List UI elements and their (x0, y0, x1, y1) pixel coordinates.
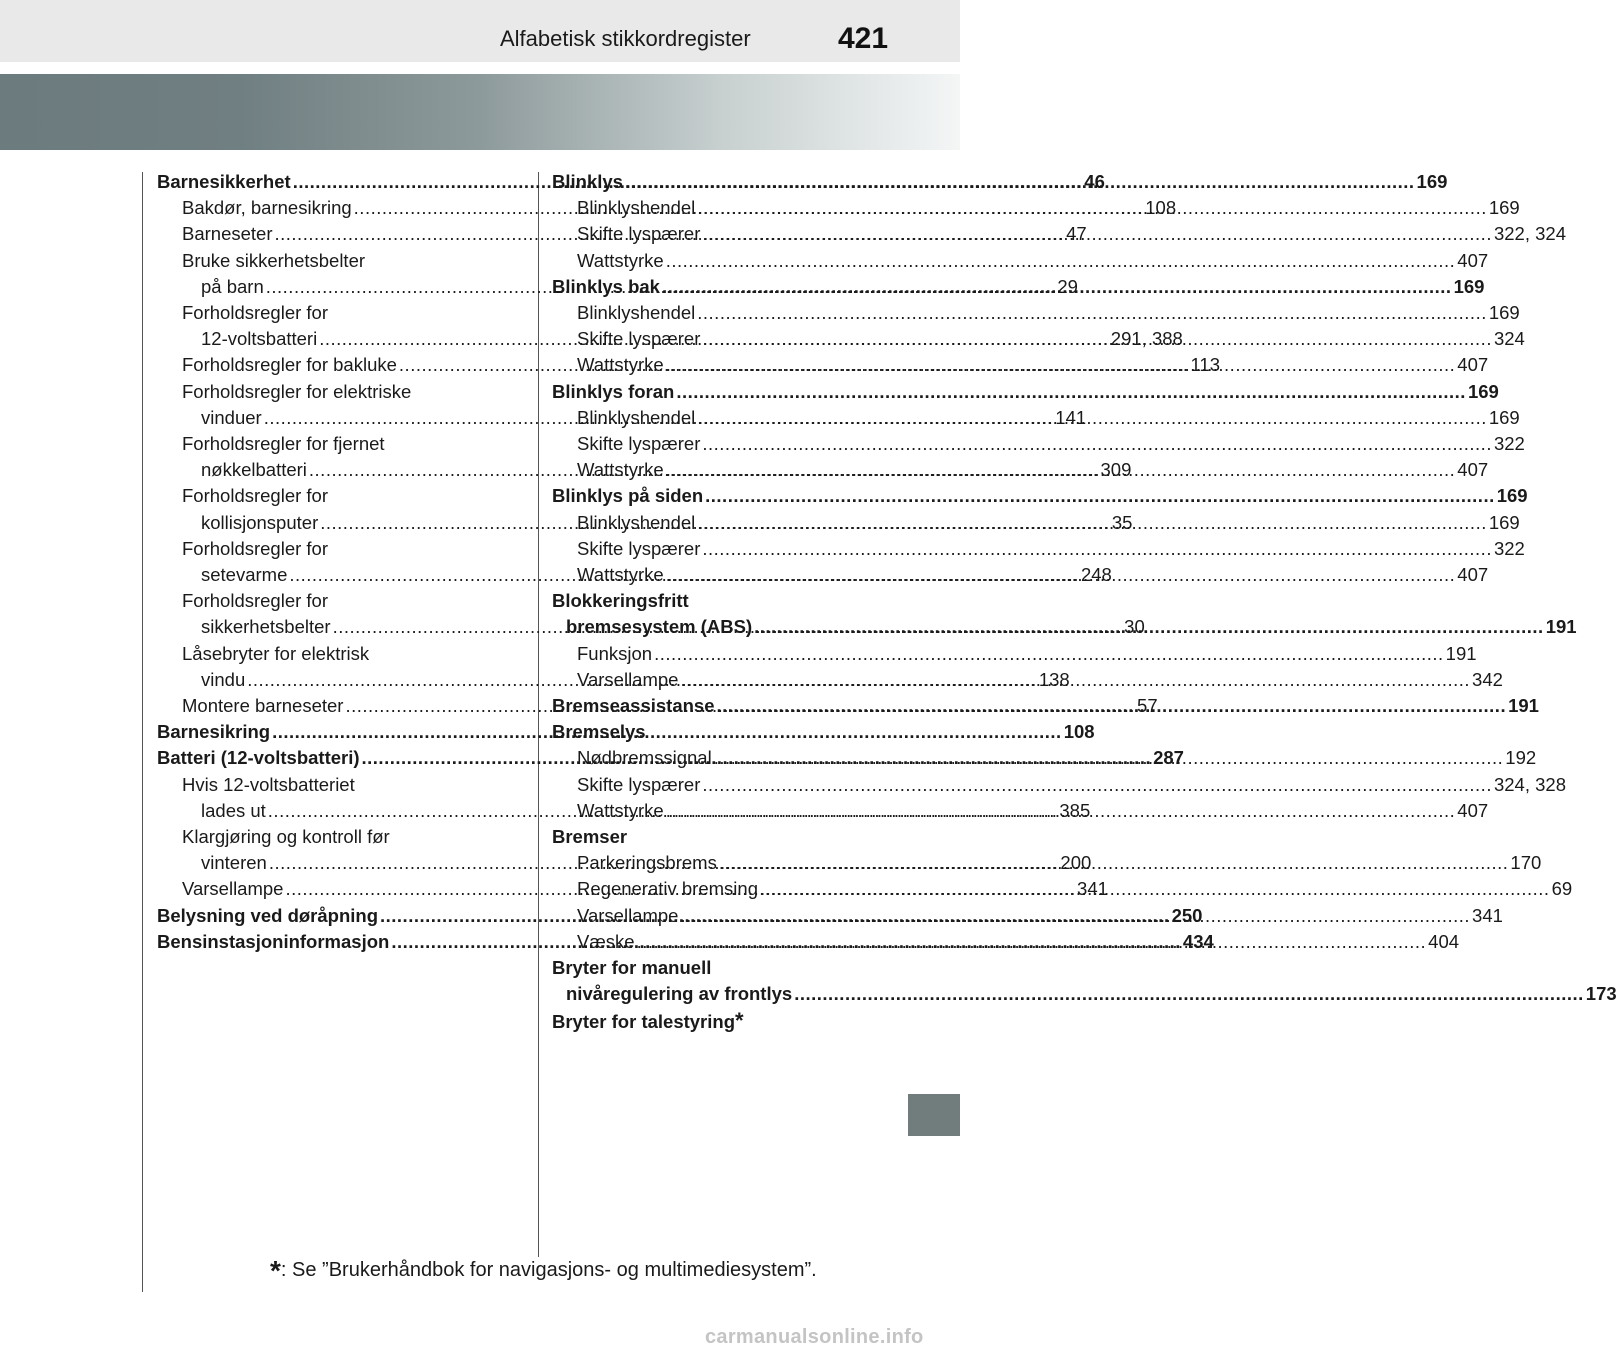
index-entry-page: 46 (1084, 171, 1105, 192)
index-entry-text: Bryter for talestyring (552, 1010, 735, 1032)
index-entry-page: 138 (1038, 668, 1070, 690)
index-entry-text: Barnesikkerhet (157, 171, 291, 192)
index-entry-text: Blinklyshendel (577, 406, 696, 428)
dot-leader (680, 903, 1470, 929)
dot-leader (702, 431, 1492, 457)
page-number: 421 (838, 22, 889, 55)
dot-leader (794, 981, 1584, 1007)
index-entry-page: 322, 324 (1493, 223, 1566, 245)
dot-leader (697, 405, 1487, 431)
index-entry-text: nivåregulering av frontlys (566, 983, 793, 1005)
index-entry (552, 588, 862, 614)
index-entry-text: Forholdsregler for bakluke (182, 354, 397, 376)
index-entry-page: 169 (1488, 511, 1520, 533)
page-header-title: Alfabetisk stikkordregister (500, 26, 751, 51)
dot-leader (754, 614, 1544, 640)
index-entry-text: setevarme (201, 564, 288, 586)
index-entry-text: Bruke sikkerhetsbelter (182, 249, 366, 271)
index-entry-text: Skifte lyspærer (577, 328, 701, 350)
index-entry-text: Blinklys bak (552, 275, 660, 297)
index-entry-text: bremsesystem (ABS) (566, 616, 753, 638)
index-entry (552, 248, 1489, 274)
index-entry-page: 191 (1445, 642, 1477, 664)
index-entry-text: Forholdsregler for (182, 590, 329, 612)
dot-leader (662, 274, 1452, 300)
index-entry-text: lades ut (201, 799, 266, 821)
index-entry-page: 169 (1488, 406, 1520, 428)
index-entry-text: sikkerhetsbelter (201, 616, 331, 638)
index-entry-page: 404 (1428, 930, 1460, 952)
index-entry-page: 407 (1457, 249, 1489, 271)
index-entry (552, 719, 862, 745)
index-entry-text: vinteren (201, 852, 267, 874)
index-entry-text: vinduer (201, 406, 262, 428)
dot-leader (702, 221, 1492, 247)
section-thumb-tab (908, 1094, 960, 1136)
index-entry (157, 248, 467, 274)
index-entry-text: Bryter for manuell (552, 957, 712, 979)
index-entry-page: 30 (1124, 616, 1145, 638)
index-entry-text: Varsellampe (182, 878, 284, 900)
index-entry (157, 588, 467, 614)
index-entry-text: Wattstyrke (577, 564, 664, 586)
index-entry-text: Blinklys på siden (552, 485, 704, 507)
index-entry-text: Blinklys foran (552, 380, 675, 402)
index-entry-text: Regenerativ bremsing (577, 878, 758, 900)
index-entry (157, 824, 467, 850)
index-entry-page: 407 (1457, 564, 1489, 586)
dot-leader (702, 326, 1492, 352)
index-entry-text: Forholdsregler for elektriske (182, 380, 412, 402)
index-entry-page: 192 (1505, 747, 1537, 769)
index-entry-text: Batteri (12-voltsbatteri) (157, 747, 360, 769)
footnote-star-marker: * (735, 1007, 744, 1033)
index-entry-text: Wattstyrke (577, 249, 664, 271)
index-entry-text: Bremseassistanse (552, 695, 715, 717)
index-entry-page: 434 (1182, 930, 1214, 952)
index-entry-text: Låsebryter for elektrisk (182, 642, 370, 664)
index-entry (552, 379, 1499, 405)
footnote (270, 1255, 817, 1287)
index-entry-page: 341 (1077, 878, 1108, 900)
index-entry-text: Blinklyshendel (577, 511, 696, 533)
index-entry-page: 191 (1545, 616, 1577, 638)
index-entry-text: Klargjøring og kontroll før (182, 826, 390, 848)
header-band (0, 0, 960, 62)
index-entry-page: 169 (1488, 302, 1520, 324)
index-entry-text: Barneseter (182, 223, 273, 245)
index-entry-text: Forholdsregler for (182, 302, 329, 324)
index-entry-text: vindu (201, 668, 246, 690)
dot-leader (666, 457, 1456, 483)
index-entry (552, 772, 1566, 798)
index-entry-page: 35 (1111, 511, 1133, 533)
dot-leader (680, 667, 1470, 693)
index-entry-text: Hvis 12-voltsbatteriet (182, 773, 355, 795)
index-entry-text: Wattstyrke (577, 799, 664, 821)
index-entry (552, 824, 862, 850)
index-entry (552, 300, 1520, 326)
decorative-gradient-bar (0, 74, 960, 150)
index-entry-page: 385 (1059, 799, 1091, 821)
index-entry-page: 169 (1467, 380, 1499, 402)
index-entry-text: Bremser (552, 826, 628, 848)
index-entry-text: Væske (577, 930, 635, 952)
index-entry-page: 191 (1508, 695, 1539, 717)
index-entry-page: 341 (1472, 904, 1503, 926)
index-entry-page: 291, 388 (1110, 328, 1183, 350)
index-entry-text: Varsellampe (577, 668, 679, 690)
index-entry-page: 108 (1145, 197, 1177, 219)
index-entry-page: 113 (1190, 354, 1221, 376)
index-entry-page: 69 (1551, 878, 1573, 900)
index-entry-page: 169 (1416, 171, 1448, 192)
index-entry-text: Skifte lyspærer (577, 433, 701, 455)
index-entry-text: Skifte lyspærer (577, 537, 701, 559)
dot-leader (702, 536, 1492, 562)
index-entry (552, 483, 1528, 509)
index-entry-text: Blokkeringsfritt (552, 590, 689, 612)
index-entry-page: 324, 328 (1493, 773, 1566, 795)
dot-leader (666, 352, 1456, 378)
dot-leader (697, 510, 1487, 536)
dot-leader (637, 929, 1427, 955)
dot-leader (697, 300, 1487, 326)
index-entry-page: 169 (1488, 197, 1520, 219)
index-entry-text: Blinklyshendel (577, 197, 696, 219)
index-entry-page: 169 (1453, 275, 1485, 297)
index-entry-text: Forholdsregler for (182, 485, 329, 507)
index-entry (157, 483, 467, 509)
index-entry-page: 322 (1493, 537, 1525, 559)
dot-leader (702, 772, 1492, 798)
index-entry-text: Wattstyrke (577, 459, 664, 481)
index-entry-text: Skifte lyspærer (577, 773, 701, 795)
index-entry (552, 981, 1617, 1007)
index-entry-text: Funksjon (577, 642, 653, 664)
index-entry (157, 536, 467, 562)
index-entry-text: Blinklyshendel (577, 302, 696, 324)
index-entry-page: 250 (1171, 904, 1203, 926)
index-entry-text: Barnesikring (157, 721, 271, 743)
index-entry (157, 379, 467, 405)
index-entry (552, 536, 1525, 562)
index-entry (157, 641, 467, 667)
index-entry-page: 287 (1153, 747, 1184, 769)
dot-leader (719, 850, 1509, 876)
index-entry-page: 309 (1100, 459, 1132, 481)
index-entry-page: 170 (1510, 852, 1542, 874)
dot-leader (705, 483, 1495, 509)
watermark: carmanualsonline.info (705, 1326, 924, 1348)
index-entry (552, 641, 1477, 667)
index-entry-page: 342 (1472, 668, 1503, 690)
index-entry-text: Forholdsregler for fjernet (182, 433, 385, 455)
index-entry-text: Varsellampe (577, 904, 679, 926)
index-entry-text: Parkeringsbrems (577, 852, 717, 874)
index-entry-text: Wattstyrke (577, 354, 664, 376)
dot-leader (625, 169, 1415, 195)
index-entry-page: 407 (1457, 459, 1489, 481)
dot-leader (654, 641, 1444, 667)
index-entry-text: Belysning ved døråpning (157, 904, 378, 926)
column-divider-left (142, 172, 143, 1292)
index-entry-text: kollisjonsputer (201, 511, 319, 533)
dot-leader (676, 379, 1466, 405)
index-entry (552, 955, 862, 981)
index-entry (552, 1008, 862, 1035)
dot-leader (697, 195, 1487, 221)
index-entry-text: Nødbremssignal (577, 747, 712, 769)
dot-leader (666, 562, 1456, 588)
index-entry (157, 431, 467, 457)
index-entry-text: Bensinstasjoninformasjon (157, 930, 390, 952)
index-entry (157, 300, 467, 326)
index-entry-page: 57 (1137, 695, 1158, 717)
index-entry-page: 200 (1060, 852, 1092, 874)
index-entry-text: Montere barneseter (182, 695, 344, 717)
index-entry-text: på barn (201, 275, 264, 297)
index-entry-text: Bremselys (552, 721, 646, 743)
index-entry-text: Forholdsregler for (182, 537, 329, 559)
dot-leader (714, 745, 1504, 771)
index-entry-page: 108 (1063, 721, 1095, 743)
index-entry-page: 322 (1493, 433, 1525, 455)
dot-leader (717, 693, 1507, 719)
index-entry (552, 431, 1525, 457)
index-entry (157, 772, 467, 798)
index-entry-text: nøkkelbatteri (201, 459, 307, 481)
index-entry-text: Bakdør, barnesikring (182, 197, 352, 219)
index-entry-page: 141 (1055, 406, 1087, 428)
index-entry-text: Skifte lyspærer (577, 223, 701, 245)
index-entry-page: 169 (1496, 485, 1528, 507)
index-entry-text: 12-voltsbatteri (201, 328, 318, 350)
dot-leader (666, 798, 1456, 824)
index-entry-page: 248 (1080, 564, 1112, 586)
index-entry-page: 324 (1493, 328, 1525, 350)
index-entry-page: 173 (1585, 983, 1617, 1005)
footnote-text: : Se ”Brukerhåndbok for navigasjons- og multimediesystem”. (280, 1259, 817, 1281)
index-entry-page: 29 (1057, 275, 1078, 297)
index-entry-page: 47 (1066, 223, 1087, 245)
footnote-star: * (270, 1255, 281, 1286)
dot-leader (760, 876, 1550, 902)
dot-leader (666, 248, 1456, 274)
index-entry-page: 407 (1457, 799, 1489, 821)
index-entry-page: 407 (1457, 354, 1489, 376)
index-entry-text: Blinklys (552, 171, 623, 192)
